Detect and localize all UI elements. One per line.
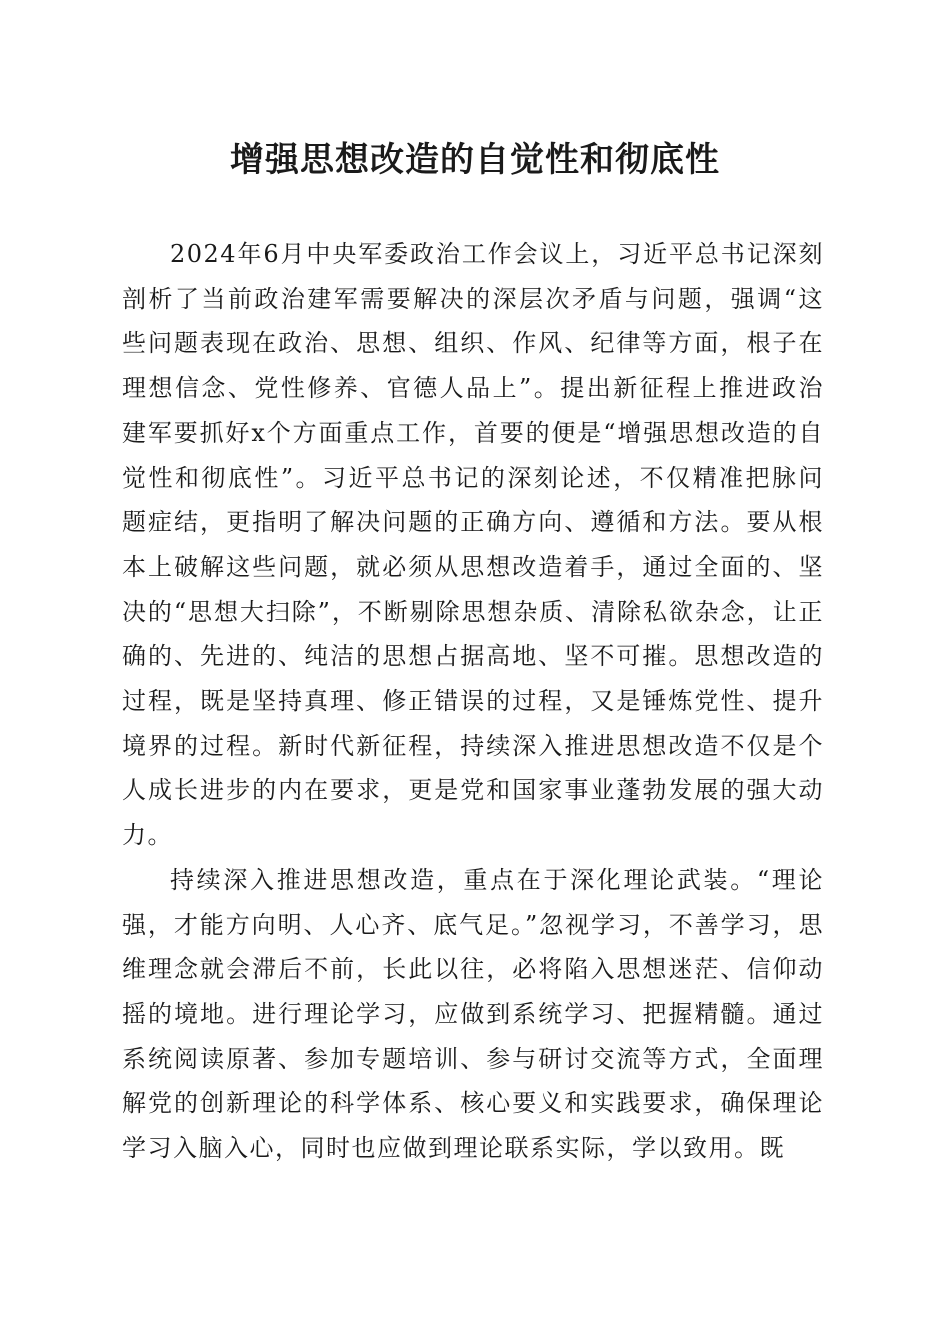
document-body [122, 232, 824, 1171]
paragraph-1: 2024年6月中央军委政治工作会议上，习近平总书记深刻剖析了当前政治建军需要解决的深层次矛盾与问题，强调“这些问题表现在政治、思想、组织、作风、纪律等方面，根子在理想信念、党性修养、官德人品上”。提出新征程上推进政治建军要抓好x个方面重点工作，首要的便是“增强思想改造的自觉性和彻底性”。习近平总书记的深刻论述，不仅精准把脉问题症结，更指明了解决问题的正确方向、遵循和方法。要从根本上破解这些问题，就必须从思想改造着手，通过全面的、坚决的“思想大扫除”，不断剔除思想杂质、清除私欲杂念，让正确的、先进的、纯洁的思想占据高地、坚不可摧。思想改造的过程，既是坚持真理、修正错误的过程，又是锤炼党性、提升境界的过程。新时代新征程，持续深入推进思想改造不仅是个人成长进步的内在要求，更是党和国家事业蓬勃发展的强大动力。 [122, 240, 824, 850]
paragraph-2: 持续深入推进思想改造，重点在于深化理论武装。“理论强，才能方向明、人心齐、底气足。”忽视学习，不善学习，思维理念就会滞后不前，长此以往，必将陷入思想迷茫、信仰动摇的境地。进行理论学习，应做到系统学习、把握精髓。通过系统阅读原著、参加专题培训、参与研讨交流等方式，全面理解党的创新理论的科学体系、核心要义和实践要求，确保理论学习入脑入心，同时也应做到理论联系实际，学以致用。既 [122, 865, 824, 1163]
page-title: 增强思想改造的自觉性和彻底性 [230, 140, 720, 180]
